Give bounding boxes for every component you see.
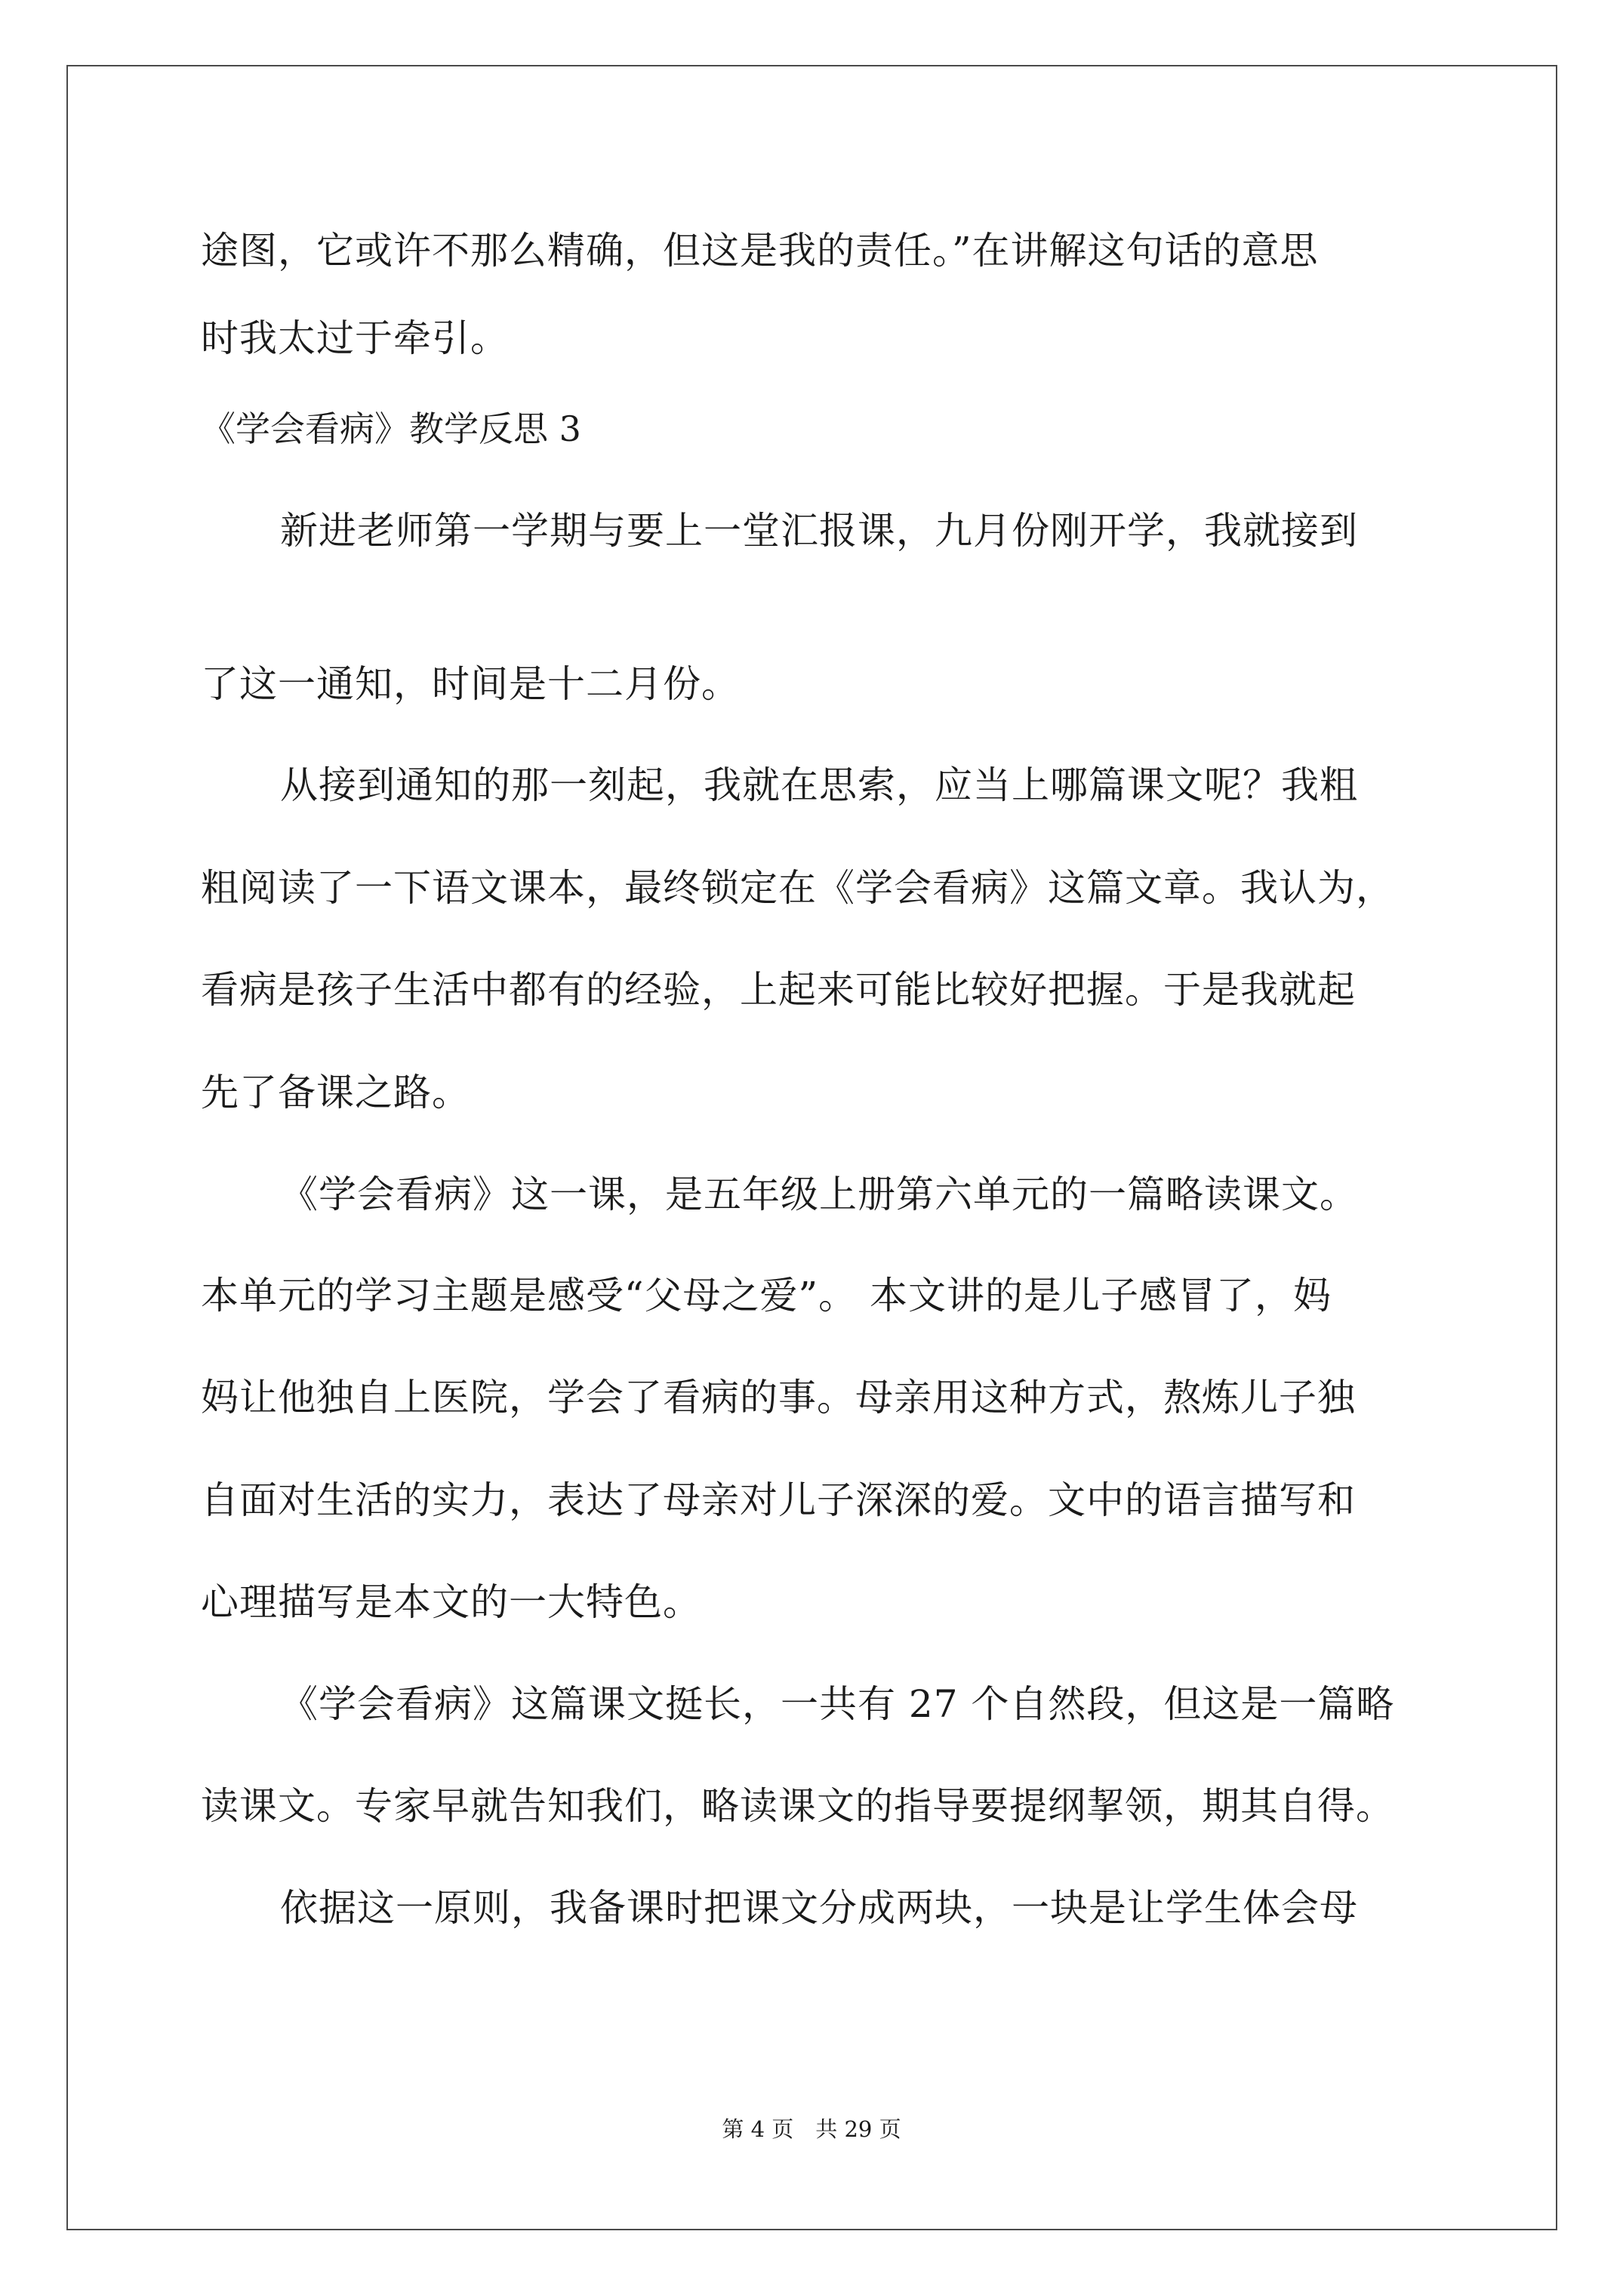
text-line: 依据这一原则，我备课时把课文分成两块，一块是让学生体会母 <box>280 1886 1358 1930</box>
text-line: 先了备课之路。 <box>201 1071 470 1114</box>
text-line: 了这一通知，时间是十二月份。 <box>201 662 740 706</box>
text-line: 粗阅读了一下语文课本，最终锁定在《学会看病》这篇文章。我认为， <box>201 866 1394 910</box>
page-number-footer: 第 4 页 共 29 页 <box>722 2116 901 2142</box>
text-line: 妈让他独自上医院，学会了看病的事。母亲用这种方式，熬炼儿子独 <box>201 1376 1356 1419</box>
text-line: 心理描写是本文的一大特色。 <box>201 1580 701 1624</box>
text-line: 《学会看病》这一课，是五年级上册第六单元的一篇略读课文。 <box>280 1173 1358 1216</box>
text-line: 从接到通知的那一刻起，我就在思索，应当上哪篇课文呢？我粗 <box>280 763 1358 807</box>
text-line: 读课文。专家早就告知我们，略读课文的指导要提纲挈领，期其自得。 <box>201 1784 1394 1828</box>
text-line: 途图，它或许不那么精确，但这是我的责任。”在讲解这句话的意思 <box>201 229 1319 273</box>
text-line: 看病是孩子生活中都有的经验，上起来可能比较好把握。于是我就起 <box>201 968 1356 1012</box>
text-line: 《学会看病》这篇课文挺长，一共有 27 个自然段，但这是一篇略 <box>280 1682 1395 1726</box>
text-line: 本单元的学习主题是感受“父母之爱”。 本文讲的是儿子感冒了，妈 <box>201 1274 1332 1318</box>
text-line: 新进老师第一学期与要上一堂汇报课，九月份刚开学，我就接到 <box>280 509 1358 553</box>
text-line: 自面对生活的实力，表达了母亲对儿子深深的爱。文中的语言描写和 <box>201 1478 1356 1522</box>
section-heading: 《学会看病》教学反思 3 <box>201 408 581 449</box>
text-line: 时我太过于牵引。 <box>201 316 509 360</box>
